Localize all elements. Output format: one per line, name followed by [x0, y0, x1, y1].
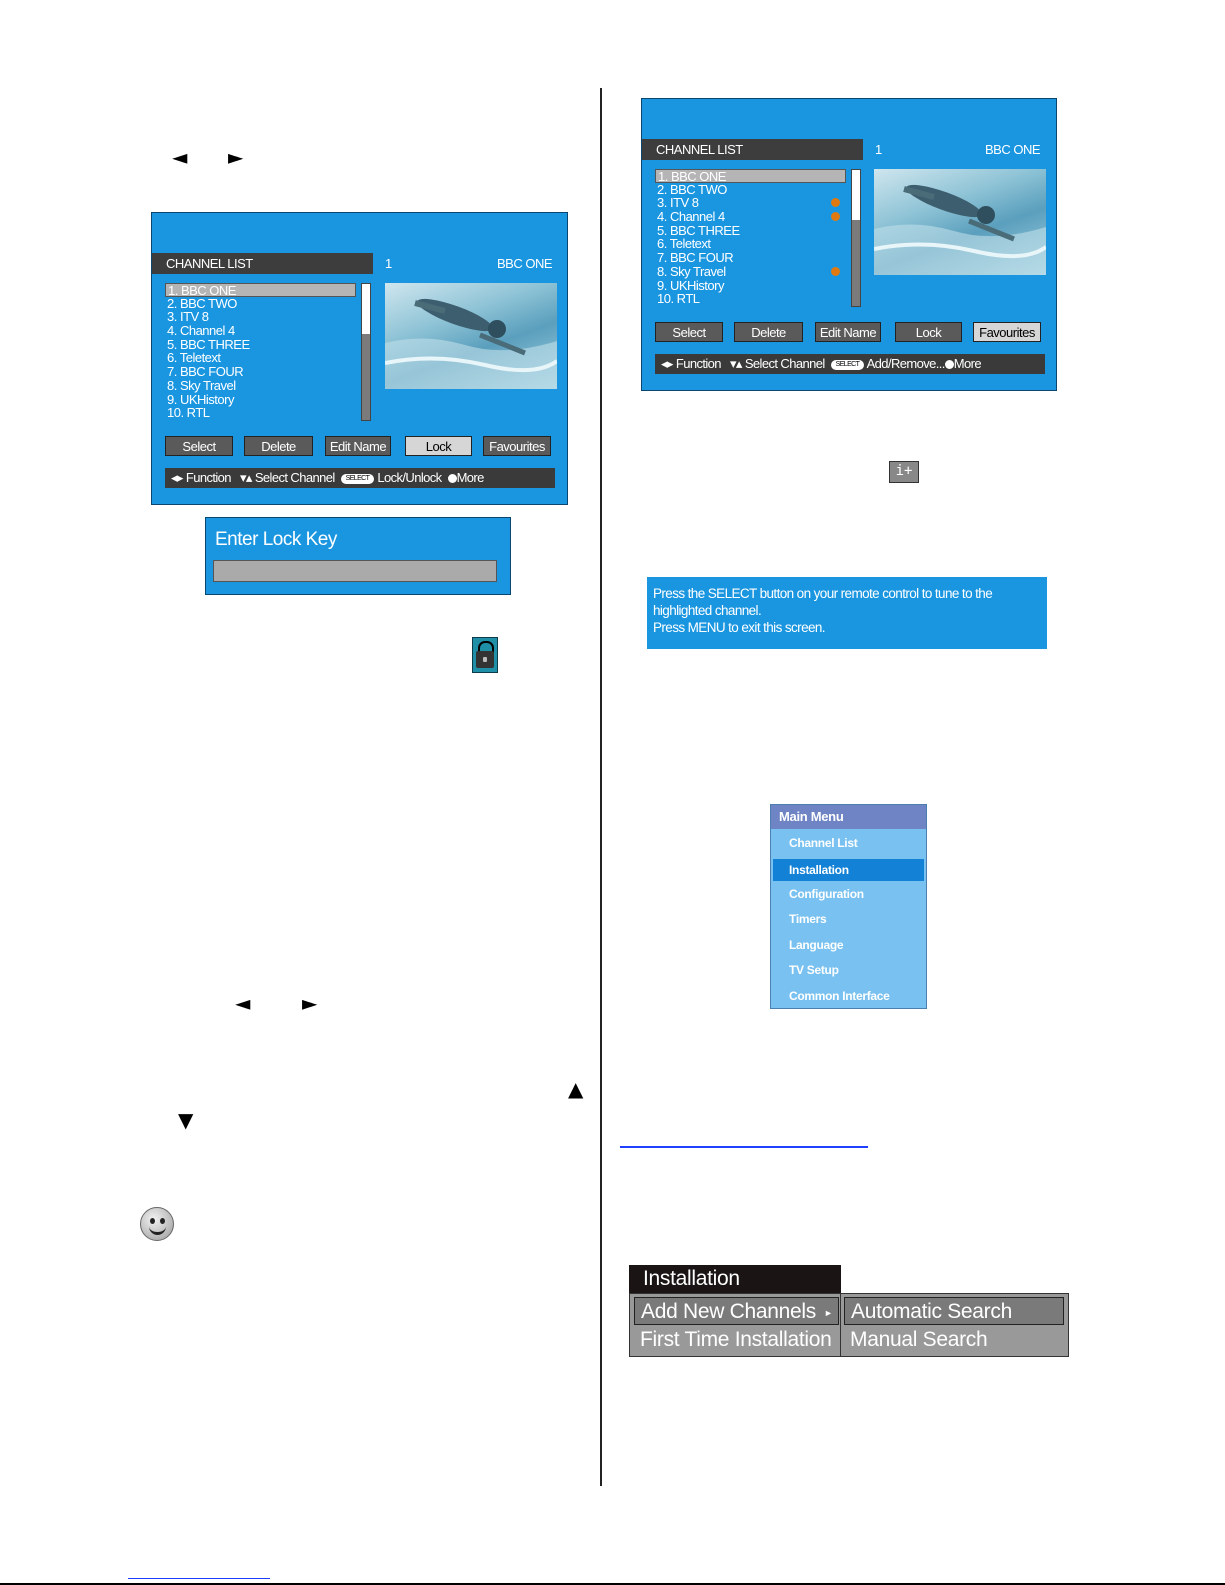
- main-menu-item-tv-setup[interactable]: TV Setup: [789, 963, 839, 978]
- help-select-channel: Select Channel: [254, 470, 335, 485]
- channel-list-item[interactable]: [655, 196, 846, 210]
- footer-link-underline[interactable]: [128, 1578, 270, 1579]
- help-function: Function: [185, 470, 231, 485]
- main-menu: [770, 804, 927, 1009]
- channel-label: 4. Channel 4: [167, 323, 235, 339]
- lock-key-input[interactable]: [213, 560, 497, 582]
- channel-label: 6. Teletext: [167, 350, 221, 366]
- favourite-icon: [831, 212, 840, 221]
- channel-list-item[interactable]: [165, 283, 356, 297]
- channel-list-item[interactable]: [655, 169, 846, 183]
- button-lock[interactable]: Lock: [405, 436, 472, 456]
- channel-label: 1. BBC ONE: [168, 283, 236, 298]
- channel-name: BBC ONE: [497, 256, 553, 271]
- channel-list: [165, 283, 356, 420]
- channel-preview-image: [385, 283, 557, 389]
- help-action: Lock/Unlock: [377, 470, 442, 485]
- help-more: More: [456, 470, 484, 485]
- channel-list-item[interactable]: [655, 224, 846, 238]
- help-bar: [165, 468, 555, 488]
- button-select[interactable]: Select: [655, 322, 723, 342]
- channel-label: 9. UKHistory: [657, 277, 724, 293]
- button-delete[interactable]: Delete: [244, 436, 313, 456]
- channel-label: 6. Teletext: [657, 236, 711, 252]
- scrollbar-thumb[interactable]: [852, 170, 860, 220]
- scrollbar[interactable]: [361, 283, 371, 421]
- right-arrow-icon: ►: [228, 145, 244, 169]
- main-menu-item-configuration[interactable]: Configuration: [789, 886, 864, 901]
- lock-key-title: Enter Lock Key: [215, 529, 337, 550]
- channel-label: 3. ITV 8: [657, 195, 699, 211]
- channel-list-item[interactable]: [655, 210, 846, 224]
- menu-item-first-time-installation[interactable]: First Time Installation: [640, 1328, 832, 1351]
- left-right-keys-icon: ◂▸: [171, 470, 183, 485]
- message-line-2: highlighted channel.: [653, 603, 762, 618]
- scrollbar[interactable]: [851, 169, 861, 307]
- channel-label: 8. Sky Travel: [167, 377, 236, 393]
- channel-name: BBC ONE: [985, 142, 1041, 157]
- channel-list-screen-favourites: [641, 98, 1057, 391]
- favourite-icon: [831, 267, 840, 276]
- main-menu-title: Main Menu: [771, 805, 926, 829]
- installation-menu-title: Installation: [629, 1265, 841, 1293]
- help-bar: [655, 354, 1045, 374]
- channel-list-screen-lock: [151, 212, 568, 505]
- info-key-icon: [945, 360, 954, 369]
- channel-list-item[interactable]: [165, 297, 356, 311]
- channel-label: 2. BBC TWO: [167, 295, 237, 311]
- button-select[interactable]: Select: [165, 436, 233, 456]
- info-plus-icon: i+: [889, 461, 919, 483]
- channel-list-item[interactable]: [655, 292, 846, 306]
- instruction-message: [647, 577, 1047, 649]
- channel-preview-image: [874, 169, 1046, 275]
- up-arrow-icon: ▲: [568, 1077, 584, 1101]
- help-function: Function: [675, 356, 721, 371]
- channel-list-header: CHANNEL LIST: [152, 253, 373, 274]
- help-more: More: [953, 356, 982, 371]
- channel-label: 7. BBC FOUR: [657, 250, 734, 266]
- scrollbar-thumb[interactable]: [362, 284, 370, 334]
- main-menu-item-common-interface[interactable]: Common Interface: [789, 988, 890, 1003]
- channel-label: 3. ITV 8: [167, 309, 209, 325]
- channel-label: 5. BBC THREE: [657, 222, 740, 238]
- message-line-1: Press the SELECT button on your remote control to tune to the: [653, 586, 993, 601]
- enter-lock-key-dialog: [205, 517, 511, 595]
- info-key-icon: [448, 474, 457, 483]
- submenu-arrow-icon: ►: [823, 1308, 833, 1318]
- left-arrow-icon: ◄: [235, 991, 251, 1015]
- channel-list-item[interactable]: [165, 365, 356, 379]
- channel-list-item[interactable]: [165, 379, 356, 393]
- help-action: Add/Remove...: [866, 356, 945, 371]
- right-arrow-icon: ►: [302, 991, 318, 1015]
- channel-list-item[interactable]: [165, 338, 356, 352]
- help-select-channel: Select Channel: [744, 356, 825, 371]
- down-arrow-icon: ▼: [178, 1108, 194, 1132]
- channel-label: 4. Channel 4: [657, 209, 725, 225]
- main-menu-item-timers[interactable]: Timers: [789, 912, 827, 927]
- channel-list-header: CHANNEL LIST: [642, 139, 863, 160]
- channel-list-item[interactable]: [655, 279, 846, 293]
- installation-menu: [629, 1293, 1069, 1357]
- main-menu-item-channel-list[interactable]: Channel List: [789, 836, 858, 850]
- channel-list-item[interactable]: [655, 183, 846, 197]
- button-edit-name[interactable]: Edit Name: [815, 322, 881, 342]
- channel-label: 10. RTL: [167, 405, 210, 421]
- channel-list-item[interactable]: [655, 251, 846, 265]
- select-key-icon: SELECT: [341, 474, 375, 484]
- message-line-3: Press MENU to exit this screen.: [653, 620, 825, 635]
- left-right-keys-icon: ◂▸: [661, 356, 673, 371]
- channel-number: 1: [875, 142, 882, 157]
- channel-list-item[interactable]: [165, 351, 356, 365]
- main-menu-item-installation[interactable]: Installation: [773, 859, 924, 881]
- button-edit-name[interactable]: Edit Name: [325, 436, 391, 456]
- button-delete[interactable]: Delete: [734, 322, 803, 342]
- channel-label: 7. BBC FOUR: [167, 364, 244, 380]
- menu-item-label: Add New Channels: [641, 1300, 816, 1323]
- menu-item-add-new-channels[interactable]: [634, 1297, 839, 1325]
- button-lock[interactable]: Lock: [895, 322, 962, 342]
- channel-label: 1. BBC ONE: [658, 169, 726, 184]
- submenu-item-manual-search[interactable]: Manual Search: [850, 1328, 988, 1351]
- swimmer-picture: [385, 283, 557, 389]
- button-favourites[interactable]: Favourites: [483, 436, 551, 456]
- lock-icon: [472, 637, 498, 673]
- up-down-keys-icon: ▾▴: [239, 470, 252, 485]
- channel-label: 9. UKHistory: [167, 391, 234, 407]
- menu-divider: [840, 1294, 841, 1356]
- channel-label: 8. Sky Travel: [657, 263, 726, 279]
- channel-label: 2. BBC TWO: [657, 181, 727, 197]
- button-favourites[interactable]: Favourites: [973, 322, 1041, 342]
- up-down-keys-icon: ▾▴: [729, 356, 742, 371]
- channel-list-item[interactable]: [165, 393, 356, 407]
- channel-list-item[interactable]: [165, 310, 356, 324]
- channel-list-item[interactable]: [655, 237, 846, 251]
- left-arrow-icon: ◄: [172, 145, 188, 169]
- channel-list: [655, 169, 846, 306]
- channel-label: 10. RTL: [657, 291, 700, 307]
- favourite-icon: [831, 198, 840, 207]
- channel-list-item[interactable]: [655, 265, 846, 279]
- channel-number: 1: [385, 256, 392, 271]
- main-menu-item-language[interactable]: Language: [789, 937, 844, 952]
- submenu-item-automatic-search[interactable]: Automatic Search: [844, 1297, 1064, 1325]
- channel-label: 5. BBC THREE: [167, 336, 250, 352]
- favourite-smiley-icon: [140, 1207, 174, 1241]
- column-divider: [600, 88, 602, 1486]
- channel-list-item[interactable]: [165, 406, 356, 420]
- swimmer-picture: [874, 169, 1046, 275]
- channel-list-item[interactable]: [165, 324, 356, 338]
- hyperlink-underline[interactable]: [620, 1146, 868, 1148]
- select-key-icon: SELECT: [831, 360, 865, 370]
